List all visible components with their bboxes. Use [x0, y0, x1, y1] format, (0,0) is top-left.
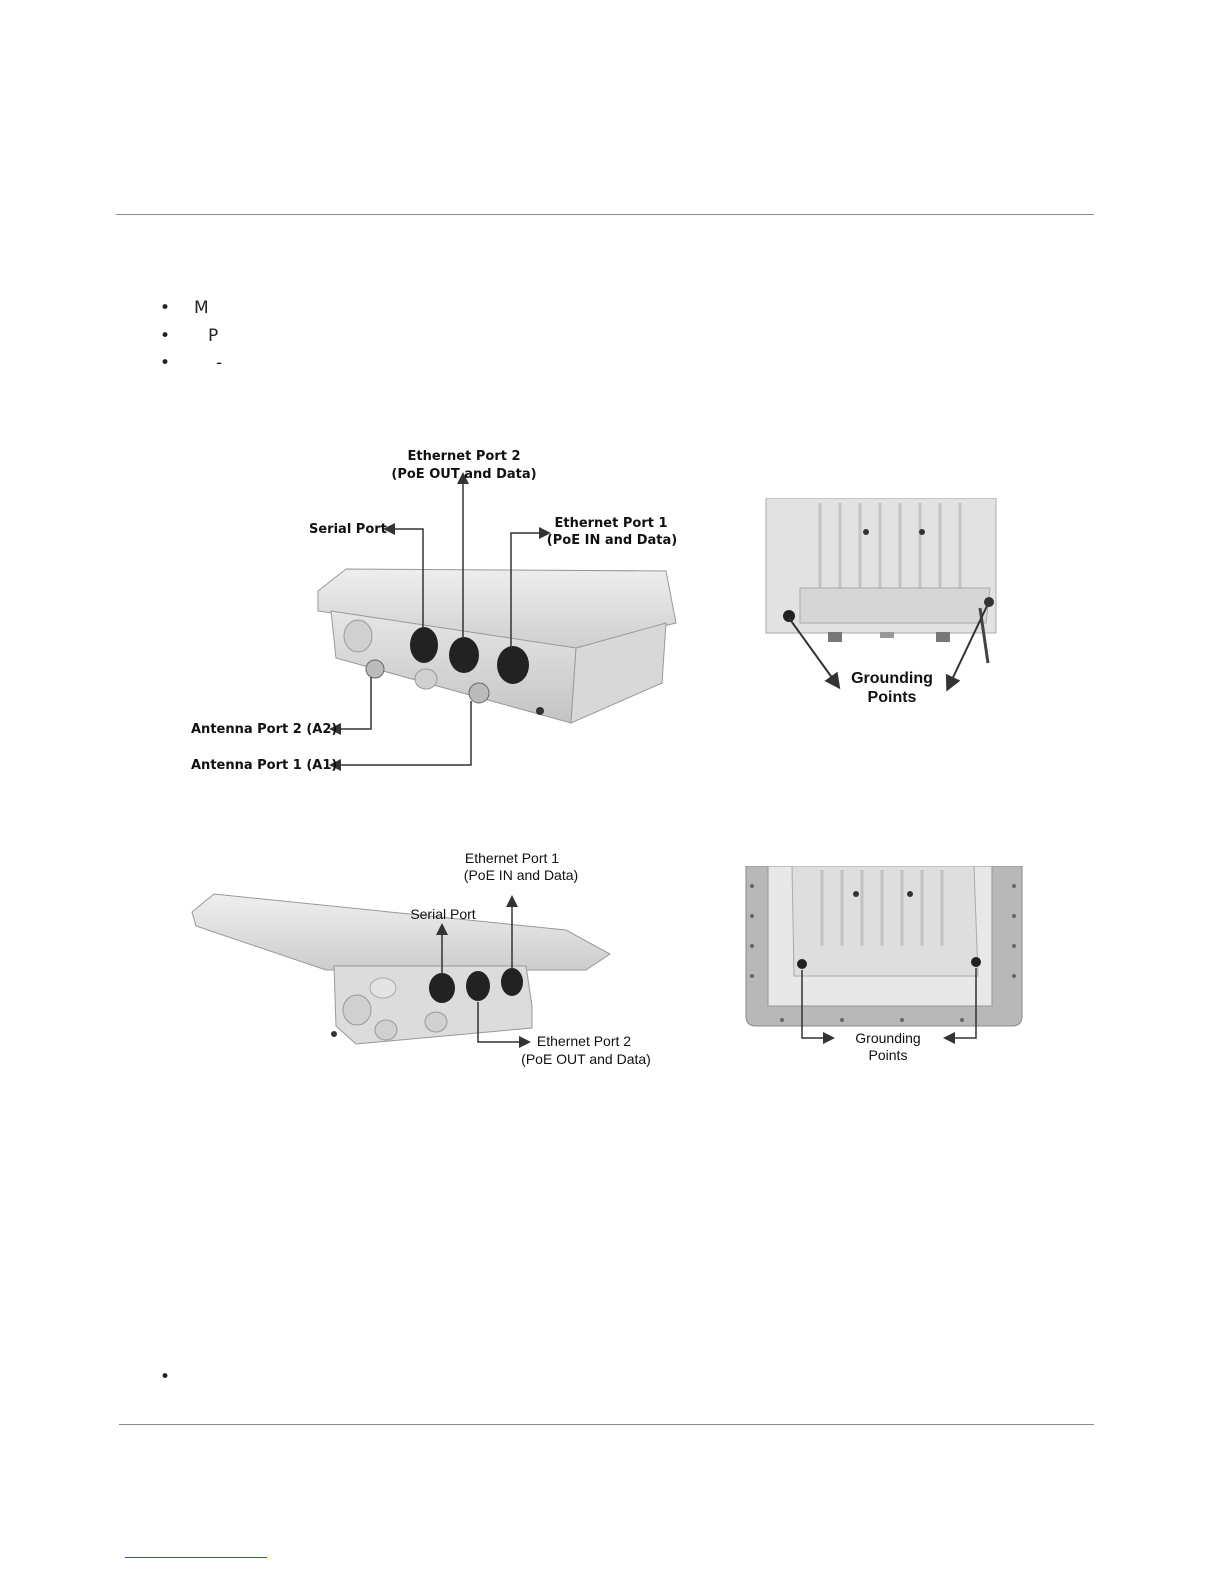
- alt-eth2-label-line2: (PoE OUT and Data): [521, 1051, 651, 1067]
- grounding-points-figure-alt: [742, 866, 1024, 1068]
- bullet-item: •: [160, 1367, 171, 1387]
- footer-link-underline[interactable]: [125, 1557, 267, 1558]
- eth2-label-line1: Ethernet Port 2: [407, 449, 521, 464]
- bullet-item: • -: [160, 353, 223, 373]
- alt-eth1-label-line2: (PoE IN and Data): [463, 867, 579, 883]
- bullet-item: • M: [160, 298, 209, 318]
- header-rule: [116, 214, 1094, 215]
- eth1-label-line1: Ethernet Port 1: [554, 516, 668, 531]
- antenna2-label: Antenna Port 2 (A2): [191, 722, 338, 737]
- device-ports-figure: [186, 443, 680, 779]
- alt-eth1-label-line1: Ethernet Port 1: [464, 850, 560, 866]
- bullet-item: • P: [160, 326, 219, 346]
- antenna1-label: Antenna Port 1 (A1): [191, 758, 338, 773]
- alt-eth2-label-line1: Ethernet Port 2: [536, 1033, 632, 1049]
- alt-grounding-label-line1: Grounding: [855, 1030, 921, 1046]
- alt-serial-port-label: Serial Port: [410, 906, 476, 922]
- alt-grounding-label-line2: Points: [868, 1047, 908, 1063]
- grounding-points-figure: [760, 498, 1010, 712]
- grounding-label-line1: Grounding: [851, 670, 933, 687]
- eth2-label-line2: (PoE OUT and Data): [391, 467, 537, 482]
- footer-rule: [119, 1424, 1094, 1425]
- device-ports-figure-alt: [186, 846, 664, 1072]
- serial-port-label: Serial Port: [309, 522, 387, 537]
- grounding-label-line2: Points: [867, 689, 917, 706]
- eth1-label-line2: (PoE IN and Data): [546, 533, 678, 548]
